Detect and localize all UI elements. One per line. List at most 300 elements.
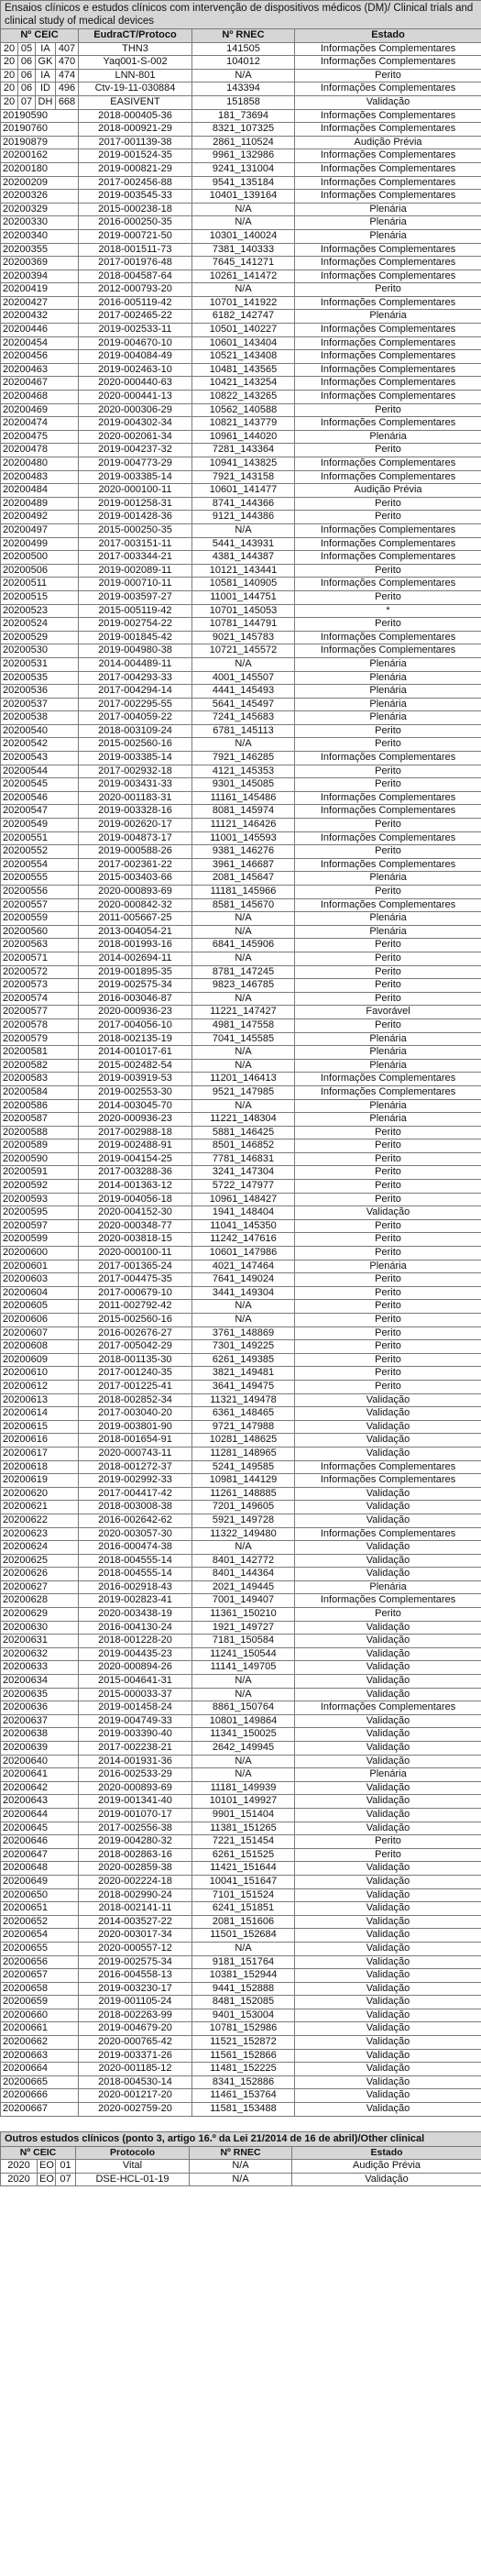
rnec-number: 8581_145670 <box>192 898 295 912</box>
rnec-number: 3641_149475 <box>192 1380 295 1393</box>
ceic-number: 20200637 <box>1 1714 79 1728</box>
table-row <box>1 644 481 658</box>
ceic-number: 20200456 <box>1 350 79 364</box>
eudract-protocol: 2018-002141-11 <box>79 1902 192 1916</box>
eudract-protocol: 2014-001363-12 <box>79 1180 192 1194</box>
table-row <box>1 216 481 230</box>
ceic-number: 20200645 <box>1 1822 79 1835</box>
table-row <box>1 858 481 872</box>
estado-status: Perito <box>295 1018 481 1032</box>
rnec-number: 11221_147427 <box>192 1006 295 1019</box>
eudract-protocol: 2018-002852-34 <box>79 1393 192 1407</box>
estado-status: Validação <box>295 1621 481 1635</box>
estado-status: Plenária <box>295 229 481 243</box>
table-row <box>1 939 481 952</box>
ceic-number: 20200500 <box>1 551 79 565</box>
estado-status: Informações Complementares <box>295 898 481 912</box>
rnec-number: 7645_141271 <box>192 257 295 270</box>
ceic-number: 20200581 <box>1 1046 79 1060</box>
estado-status: Validação <box>295 1393 481 1407</box>
table-row <box>1 2160 481 2174</box>
estado-status: Validação <box>295 1955 481 1969</box>
eudract-protocol: 2020-000893-69 <box>79 886 192 899</box>
rnec-number: 8401_142772 <box>192 1554 295 1568</box>
eudract-protocol: 2016-003046-87 <box>79 992 192 1006</box>
ceic-code: EO <box>38 2160 56 2174</box>
rnec-number: N/A <box>192 1314 295 1327</box>
rnec-number: N/A <box>192 1059 295 1073</box>
ceic-number: 20200394 <box>1 270 79 283</box>
estado-status: Validação <box>295 1714 481 1728</box>
ceic-number: 20200551 <box>1 831 79 845</box>
rnec-number: 8861_150764 <box>192 1701 295 1715</box>
rnec-number: 7381_140333 <box>192 243 295 257</box>
table-row <box>1 430 481 444</box>
table-row <box>1 190 481 204</box>
estado-status: Plenária <box>295 430 481 444</box>
ceic-number: 668 <box>56 95 79 109</box>
table-row <box>1 1568 481 1581</box>
estado-status: Validação <box>295 1514 481 1527</box>
ceic-number: 20200626 <box>1 1568 79 1581</box>
rnec-number: 10521_143408 <box>192 350 295 364</box>
eudract-protocol: 2019-001845-42 <box>79 631 192 644</box>
table-row <box>1 1407 481 1421</box>
estado-status: Audição Prévia <box>292 2160 481 2174</box>
ceic-number: 20200600 <box>1 1247 79 1260</box>
table-row <box>1 1247 481 1260</box>
estado-status: Plenária <box>295 1046 481 1060</box>
rnec-number: 141505 <box>192 42 295 56</box>
ceic-number: 20200604 <box>1 1286 79 1300</box>
estado-status: Informações Complementares <box>295 1527 481 1541</box>
estado-status: Validação <box>295 1206 481 1220</box>
table-row <box>1 1822 481 1835</box>
table-row <box>1 1675 481 1689</box>
estado-status: Informações Complementares <box>295 162 481 176</box>
estado-status: Validação <box>295 1661 481 1675</box>
eudract-protocol: 2018-001993-16 <box>79 939 192 952</box>
ceic-number: 20200635 <box>1 1688 79 1701</box>
eudract-protocol: 2015-002560-16 <box>79 1314 192 1327</box>
eudract-protocol: 2019-004280-32 <box>79 1835 192 1849</box>
ceic-number: 20200589 <box>1 1139 79 1153</box>
rnec-number: 10121_143441 <box>192 564 295 578</box>
ceic-number: 20200552 <box>1 845 79 859</box>
table-row <box>1 1073 481 1086</box>
estado-status: Perito <box>295 1180 481 1194</box>
ceic-number: 20200546 <box>1 791 79 805</box>
estado-status: Perito <box>295 1193 481 1206</box>
eudract-protocol: 2020-003057-30 <box>79 1527 192 1541</box>
estado-status: Informações Complementares <box>295 470 481 484</box>
eudract-protocol: 2019-004084-49 <box>79 350 192 364</box>
table-row <box>1 1594 481 1608</box>
ceic-number: 20200605 <box>1 1300 79 1314</box>
ceic-number: 20200612 <box>1 1380 79 1393</box>
estado-status: Plenária <box>295 711 481 725</box>
eudract-protocol: 2020-000440-63 <box>79 377 192 391</box>
estado-status: Perito <box>295 1327 481 1340</box>
estado-status: Perito <box>295 69 481 83</box>
rnec-number: 9241_131004 <box>192 162 295 176</box>
estado-status: Validação <box>295 1568 481 1581</box>
ceic-number: 20200629 <box>1 1608 79 1622</box>
eudract-protocol: 2019-000821-29 <box>79 162 192 176</box>
table-row <box>1 831 481 845</box>
eudract-protocol: 2016-002918-43 <box>79 1580 192 1594</box>
eudract-protocol: 2020-001217-20 <box>79 2089 192 2103</box>
table-row <box>1 2063 481 2076</box>
eudract-protocol: 2020-000306-29 <box>79 403 192 417</box>
estado-status: Validação <box>295 1434 481 1448</box>
ceic-number: 496 <box>56 83 79 96</box>
rnec-number: 3241_147304 <box>192 1166 295 1180</box>
ceic-number: 20200549 <box>1 819 79 832</box>
rnec-number: 8481_152085 <box>192 1996 295 2009</box>
ceic-number: 20200463 <box>1 363 79 377</box>
ceic-number: 20200616 <box>1 1434 79 1448</box>
table-row <box>1 2173 481 2186</box>
ceic-number: 20200474 <box>1 417 79 431</box>
ceic-code: DH <box>36 95 56 109</box>
eudract-protocol: 2020-004152-30 <box>79 1206 192 1220</box>
estado-status: Perito <box>295 403 481 417</box>
eudract-protocol: 2017-004059-22 <box>79 711 192 725</box>
eudract-protocol: 2016-004130-24 <box>79 1621 192 1635</box>
estado-status: Validação <box>295 1822 481 1835</box>
table-row <box>1 176 481 190</box>
rnec-number: N/A <box>192 738 295 752</box>
eudract-protocol: 2019-004749-33 <box>79 1714 192 1728</box>
rnec-number: 9181_151764 <box>192 1955 295 1969</box>
table-row <box>1 1327 481 1340</box>
ceic-number: 20200454 <box>1 336 79 350</box>
rnec-number: 11461_153764 <box>192 2089 295 2103</box>
eudract-protocol: 2018-000921-29 <box>79 123 192 137</box>
table-row <box>1 324 481 337</box>
table-row <box>1 1139 481 1153</box>
protocol: Vital <box>76 2160 190 2174</box>
estado-status: Plenária <box>295 872 481 886</box>
rnec-number: N/A <box>190 2160 292 2174</box>
estado-status: Perito <box>295 1300 481 1314</box>
ceic-year: 20 <box>1 69 18 83</box>
ceic-number: 20200572 <box>1 965 79 979</box>
rnec-number: 10701_145053 <box>192 604 295 618</box>
ceic-month: 06 <box>18 83 36 96</box>
ceic-number: 20200593 <box>1 1193 79 1206</box>
ceic-year: 20 <box>1 42 18 56</box>
rnec-number: 5881_146425 <box>192 1126 295 1139</box>
ceic-year: 20 <box>1 83 18 96</box>
eudract-protocol: 2019-003328-16 <box>79 805 192 819</box>
eudract-protocol: 2019-001258-31 <box>79 497 192 511</box>
table-row <box>1 590 481 604</box>
table-row <box>1 1273 481 1287</box>
table-row <box>1 229 481 243</box>
table-row <box>1 1501 481 1514</box>
estado-status: Plenária <box>295 657 481 671</box>
table-row <box>1 1180 481 1194</box>
rnec-number: 2861_110524 <box>192 136 295 149</box>
rnec-number: 2081_145647 <box>192 872 295 886</box>
table-row <box>1 1688 481 1701</box>
ceic-code: ID <box>36 83 56 96</box>
estado-status: Perito <box>295 778 481 792</box>
rnec-number: 4021_147464 <box>192 1260 295 1273</box>
rnec-number: 11261_148885 <box>192 1487 295 1501</box>
estado-status: Plenária <box>295 216 481 230</box>
ceic-number: 20200511 <box>1 578 79 591</box>
eudract-protocol: 2017-003151-11 <box>79 537 192 551</box>
rnec-number: 9541_135184 <box>192 176 295 190</box>
ceic-number: 20200330 <box>1 216 79 230</box>
table-row <box>1 1541 481 1555</box>
rnec-number: 7201_149605 <box>192 1501 295 1514</box>
estado-status: Informações Complementares <box>295 324 481 337</box>
table-row <box>1 912 481 926</box>
table-row <box>1 1152 481 1166</box>
estado-status: Perito <box>295 845 481 859</box>
eudract-protocol: 2019-002463-10 <box>79 363 192 377</box>
estado-status: Plenária <box>295 1260 481 1273</box>
ceic-number: 20200625 <box>1 1554 79 1568</box>
rnec-number: 11241_150544 <box>192 1647 295 1661</box>
rnec-number: 11221_148304 <box>192 1113 295 1127</box>
ceic-number: 20200614 <box>1 1407 79 1421</box>
table-row <box>1 1393 481 1407</box>
table-row <box>1 992 481 1006</box>
ceic-number: 20200492 <box>1 511 79 524</box>
ceic-number: 20200608 <box>1 1340 79 1354</box>
ceic-number: 20200427 <box>1 296 79 310</box>
rnec-number: 7221_151454 <box>192 1835 295 1849</box>
ceic-code: IA <box>36 69 56 83</box>
ceic-number: 20200543 <box>1 752 79 765</box>
rnec-number: 8341_152886 <box>192 2075 295 2089</box>
table-row <box>1 1608 481 1622</box>
other-studies-table <box>0 2131 481 2187</box>
ceic-number: 20200662 <box>1 2036 79 2050</box>
estado-status: Validação <box>292 2173 481 2186</box>
ceic-number: 20200661 <box>1 2022 79 2036</box>
eudract-protocol: 2019-000721-50 <box>79 229 192 243</box>
table-row <box>1 1420 481 1434</box>
ceic-number: 20200535 <box>1 671 79 685</box>
ceic-number: 20200664 <box>1 2063 79 2076</box>
rnec-number: 151858 <box>192 95 295 109</box>
eudract-protocol: 2019-002575-34 <box>79 1955 192 1969</box>
rnec-number: 11001_144751 <box>192 590 295 604</box>
ceic-number: 20200577 <box>1 1006 79 1019</box>
estado-status: Validação <box>295 95 481 109</box>
ceic-number: 20200475 <box>1 430 79 444</box>
ceic-number: 20200483 <box>1 470 79 484</box>
eudract-protocol: 2018-004555-14 <box>79 1568 192 1581</box>
estado-status: Perito <box>295 992 481 1006</box>
table-row <box>1 537 481 551</box>
ceic-number: 20190879 <box>1 136 79 149</box>
estado-status: Validação <box>295 1888 481 1902</box>
table-row <box>1 1902 481 1916</box>
ceic-number: 470 <box>56 56 79 70</box>
protocol: DSE-HCL-01-19 <box>76 2173 190 2186</box>
table-row <box>1 283 481 297</box>
split-rows <box>1 42 481 109</box>
ceic-number: 20200599 <box>1 1233 79 1247</box>
eudract-protocol: 2017-002238-21 <box>79 1742 192 1756</box>
table-row <box>1 872 481 886</box>
eudract-protocol: 2018-004587-64 <box>79 270 192 283</box>
eudract-protocol: 2012-000793-20 <box>79 283 192 297</box>
rnec-number: N/A <box>192 523 295 537</box>
rnec-number: 2642_149945 <box>192 1742 295 1756</box>
eudract-protocol: 2019-004237-32 <box>79 444 192 457</box>
rnec-number: 6261_151525 <box>192 1848 295 1862</box>
ceic-code: GK <box>36 56 56 70</box>
rnec-number: 9823_146785 <box>192 979 295 993</box>
ceic-month: 06 <box>18 69 36 83</box>
rnec-number: N/A <box>192 1541 295 1555</box>
eudract-protocol: 2019-003801-90 <box>79 1420 192 1434</box>
ceic-number: 20200582 <box>1 1059 79 1073</box>
table-row <box>1 377 481 391</box>
table-row <box>1 1059 481 1073</box>
rnec-number: 11161_145486 <box>192 791 295 805</box>
estado-status: Perito <box>295 1835 481 1849</box>
rnec-number: 8741_144366 <box>192 497 295 511</box>
rnec-number: 11341_150025 <box>192 1728 295 1742</box>
eudract-protocol: 2018-000405-36 <box>79 109 192 123</box>
estado-status: * <box>295 604 481 618</box>
ceic-number: 20200595 <box>1 1206 79 1220</box>
table-row <box>1 1006 481 1019</box>
rnec-number: 9441_152888 <box>192 1982 295 1996</box>
estado-status: Informações Complementares <box>295 363 481 377</box>
eudract-protocol: 2017-001139-38 <box>79 136 192 149</box>
rnec-number: 4121_145353 <box>192 765 295 778</box>
table-row <box>1 1434 481 1448</box>
table-row <box>1 109 481 123</box>
table-row <box>1 724 481 738</box>
estado-status: Perito <box>295 1353 481 1367</box>
eudract-protocol: 2015-000250-35 <box>79 523 192 537</box>
table-row <box>1 765 481 778</box>
estado-status: Informações Complementares <box>295 457 481 471</box>
estado-status: Plenária <box>295 1768 481 1782</box>
ceic-number: 20200588 <box>1 1126 79 1139</box>
estado-status: Informações Complementares <box>295 1073 481 1086</box>
ceic-number: 20200651 <box>1 1902 79 1916</box>
table-row <box>1 564 481 578</box>
table-row <box>1 738 481 752</box>
ceic-number: 20200659 <box>1 1996 79 2009</box>
rnec-number: 3821_149481 <box>192 1367 295 1381</box>
estado-status: Validação <box>295 1808 481 1822</box>
ceic-number: 20200636 <box>1 1701 79 1715</box>
ceic-month: 05 <box>18 42 36 56</box>
rnec-number: 10601_141477 <box>192 484 295 498</box>
estado-status: Validação <box>295 1407 481 1421</box>
eudract-protocol: 2014-004489-11 <box>79 657 192 671</box>
table-row <box>1 1661 481 1675</box>
ceic-number: 20200642 <box>1 1781 79 1795</box>
ceic-number: 20200644 <box>1 1808 79 1822</box>
eudract-protocol: 2019-004679-20 <box>79 2022 192 2036</box>
estado-status: Plenária <box>295 1580 481 1594</box>
estado-status: Validação <box>295 1755 481 1768</box>
table-row <box>1 457 481 471</box>
eudract-protocol: 2018-002263-99 <box>79 2009 192 2022</box>
eudract-protocol: 2017-004293-33 <box>79 671 192 685</box>
rnec-number: N/A <box>192 1688 295 1701</box>
eudract-protocol: 2015-005119-42 <box>79 604 192 618</box>
table-row <box>1 965 481 979</box>
table-row <box>1 1795 481 1809</box>
ceic-number: 20200649 <box>1 1875 79 1888</box>
eudract-protocol: 2015-000238-18 <box>79 203 192 216</box>
ceic-number: 20200640 <box>1 1755 79 1768</box>
ceic-number: 20200660 <box>1 2009 79 2022</box>
ceic-number: 20200478 <box>1 444 79 457</box>
eudract-protocol: 2020-001183-31 <box>79 791 192 805</box>
table-row <box>1 1286 481 1300</box>
ceic-number: 20200621 <box>1 1501 79 1514</box>
estado-status: Validação <box>295 1501 481 1514</box>
rnec-number: 11181_149939 <box>192 1781 295 1795</box>
estado-status: Perito <box>295 1340 481 1354</box>
table-row <box>1 523 481 537</box>
ceic-number: 20200650 <box>1 1888 79 1902</box>
ceic-month: 07 <box>18 95 36 109</box>
table-row <box>1 1768 481 1782</box>
ceic-number: 20200601 <box>1 1260 79 1273</box>
ceic-number: 20200556 <box>1 886 79 899</box>
estado-status: Perito <box>295 724 481 738</box>
ceic-number: 20200623 <box>1 1527 79 1541</box>
other-study-rows <box>1 2160 481 2186</box>
estado-status: Informações Complementares <box>295 190 481 204</box>
ceic-number: 20200655 <box>1 1942 79 1955</box>
estado-status: Informações Complementares <box>295 1460 481 1474</box>
rnec-number: 10401_139164 <box>192 190 295 204</box>
estado-status: Informações Complementares <box>295 56 481 70</box>
eudract-protocol: 2019-004670-10 <box>79 336 192 350</box>
ceic-number: 20200545 <box>1 778 79 792</box>
column-header-ceic: Nº CEIC <box>1 29 79 43</box>
estado-status: Perito <box>295 1367 481 1381</box>
ceic-number: 20200590 <box>1 1152 79 1166</box>
table-row <box>1 2103 481 2117</box>
ceic-code: IA <box>36 42 56 56</box>
estado-status: Validação <box>295 1688 481 1701</box>
table-row <box>1 1647 481 1661</box>
rnec-number: 2021_149445 <box>192 1580 295 1594</box>
eudract-protocol: 2017-000679-10 <box>79 1286 192 1300</box>
table-row <box>1 1808 481 1822</box>
estado-status: Informações Complementares <box>295 350 481 364</box>
table-row <box>1 711 481 725</box>
ceic-number: 20200563 <box>1 939 79 952</box>
rnec-number: 7241_145683 <box>192 711 295 725</box>
eudract-protocol: 2020-000936-23 <box>79 1006 192 1019</box>
table-row <box>1 310 481 324</box>
table-row <box>1 1367 481 1381</box>
rnec-number: N/A <box>192 925 295 939</box>
table-row <box>1 618 481 632</box>
ceic-number: 20200419 <box>1 283 79 297</box>
